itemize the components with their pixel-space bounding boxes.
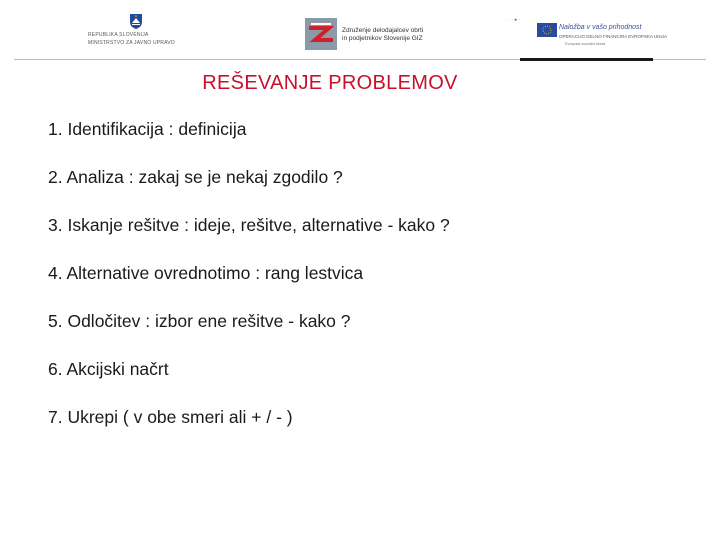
- right-logo-line1: Naložba v vašo prihodnost: [559, 24, 642, 31]
- list-item: 3. Iskanje rešitve : ideje, rešitve, alternative - kako ?: [48, 215, 450, 235]
- coat-of-arms-icon: [130, 14, 142, 29]
- left-logo-line1: REPUBLIKA SLOVENIJA: [88, 32, 149, 38]
- eu-flag-icon: [537, 23, 557, 37]
- stars-decoration-icon: · · ★ ·: [509, 17, 520, 22]
- list-item: 5. Odločitev : izbor ene rešitve - kako ?: [48, 311, 351, 331]
- list-item: 4. Alternative ovrednotimo : rang lestvica: [48, 263, 364, 283]
- header: [0, 0, 720, 62]
- center-logo-line2: in podjetnikov Slovenije GIZ: [342, 35, 423, 42]
- employers-association-logo: [305, 18, 435, 52]
- list-item: 6. Akcijski načrt: [48, 359, 169, 379]
- list-item: 7. Ukrepi ( v obe smeri ali + / - ): [48, 407, 293, 427]
- association-mark-icon: [305, 18, 337, 50]
- steps-list: [48, 118, 450, 454]
- header-divider-accent: [520, 58, 653, 61]
- right-logo-line3: Evropski socialni sklad: [565, 41, 606, 46]
- list-item: 2. Analiza : zakaj se je nekaj zgodilo ?: [48, 167, 343, 187]
- page-title: REŠEVANJE PROBLEMOV: [202, 72, 458, 94]
- left-logo-line2: MINISTRSTVO ZA JAVNO UPRAVO: [88, 40, 175, 46]
- eu-funding-logo: [503, 14, 668, 58]
- center-logo-text: [342, 27, 423, 43]
- list-item: 1. Identifikacija : definicija: [48, 119, 247, 139]
- right-logo-line2: OPERACIJO DELNO FINANCIRA EVROPSKA UNIJA: [559, 34, 668, 39]
- republic-of-slovenia-logo: [88, 14, 198, 54]
- center-logo-line1: Združenje delodajalcev obrti: [342, 27, 424, 34]
